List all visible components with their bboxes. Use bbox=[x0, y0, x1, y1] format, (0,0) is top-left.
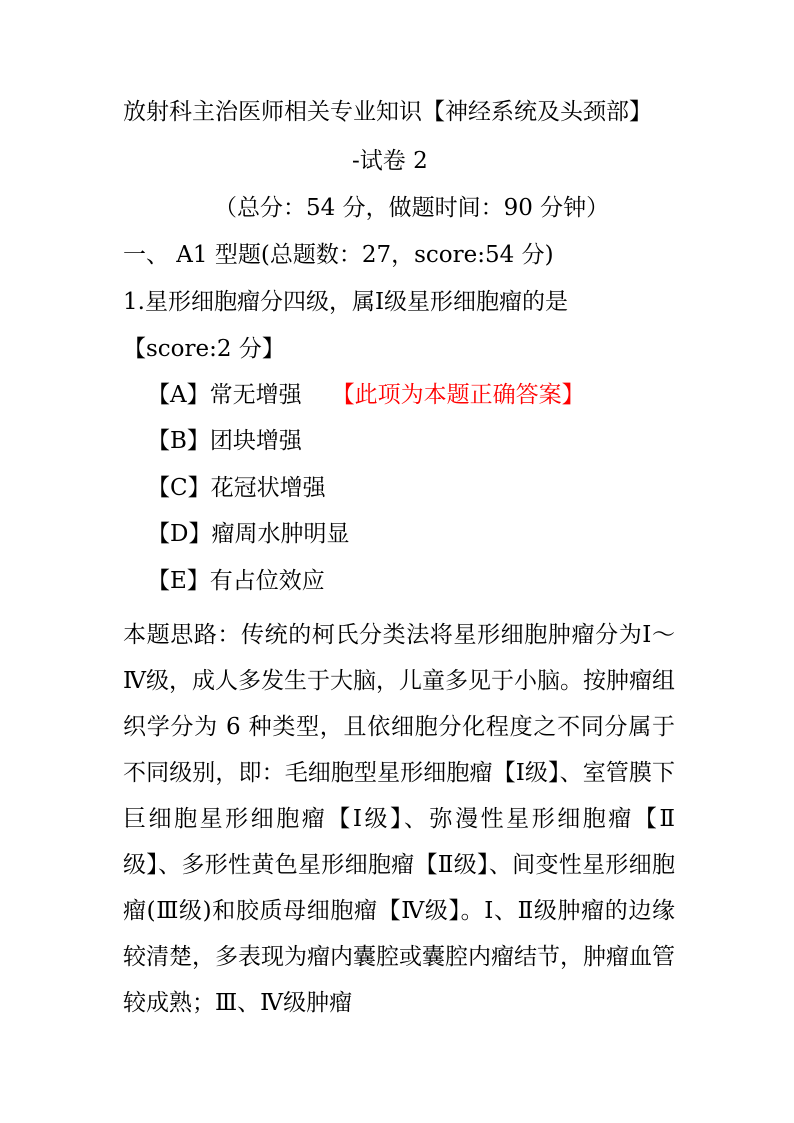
option-a bbox=[147, 380, 585, 410]
option-e bbox=[147, 566, 325, 596]
option-e-text: 【E】有占位效应 bbox=[147, 568, 325, 594]
question-score: 【score:2 分】 bbox=[123, 336, 285, 362]
option-c bbox=[147, 473, 326, 503]
option-a-text: 【A】常无增强 bbox=[147, 382, 302, 408]
exam-title-continuation: -试卷 2 bbox=[352, 148, 428, 174]
exam-meta: （总分：54 分，做题时间：90 分钟） bbox=[214, 195, 610, 221]
answer-analysis: 本题思路：传统的柯氏分类法将星形细胞肿瘤分为Ⅰ～Ⅳ级，成人多发生于大脑，儿童多见于小脑。按肿瘤组织学分为 6 种类型，且依细胞分化程度之不同分属于不同级别，即：毛细胞型星形细胞瘤【Ⅰ级】、室管膜下巨细胞星形细胞瘤【Ⅰ级】、弥漫性星形细胞瘤【Ⅱ级】、多形性黄色星形细胞瘤【Ⅱ级】、间变性星形细胞瘤(Ⅲ级)和胶质母细胞瘤【Ⅳ级】。Ⅰ、Ⅱ级肿瘤的边缘较清楚，多表现为瘤内囊腔或囊腔内瘤结节，肿瘤血管较成熟；Ⅲ、Ⅳ级肿瘤 bbox=[123, 622, 675, 1016]
correct-answer-label: 【此项为本题正确答案】 bbox=[331, 382, 585, 408]
option-d bbox=[147, 519, 349, 549]
question-stem: 1.星形细胞瘤分四级，属Ⅰ级星形细胞瘤的是 bbox=[123, 289, 569, 315]
option-c-text: 【C】花冠状增强 bbox=[147, 475, 326, 501]
section-heading: 一、 A1 型题(总题数：27，score:54 分) bbox=[123, 242, 554, 268]
exam-title: 放射科主治医师相关专业知识【神经系统及头颈部】 bbox=[123, 99, 652, 125]
option-b bbox=[147, 426, 302, 456]
option-d-text: 【D】瘤周水肿明显 bbox=[147, 521, 350, 547]
option-b-text: 【B】团块增强 bbox=[147, 428, 302, 454]
